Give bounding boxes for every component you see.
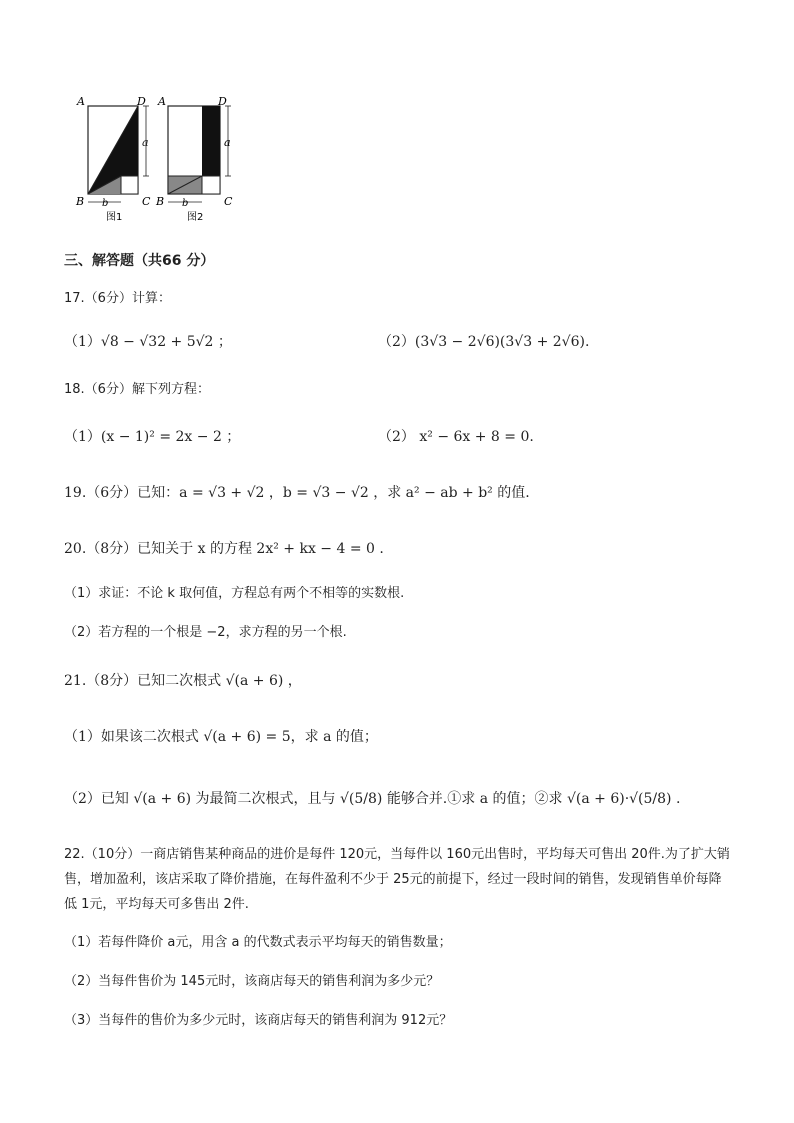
q17-stem: 17.（6分）计算：	[64, 291, 171, 306]
section-title: 三、解答题（共66 分）	[64, 253, 215, 269]
q20-stem: 20.（8分）已知关于 x 的方程 2x² + kx − 4 = 0 .	[64, 541, 384, 557]
q21-part-1: （1）如果该二次根式 √(a + 6) = 5，求 a 的值；	[64, 729, 378, 745]
q18-part-2: （2） x² − 6x + 8 = 0.	[378, 429, 534, 445]
q20-part-2: （2）若方程的一个根是 −2，求方程的另一个根.	[64, 625, 347, 640]
q21-stem: 21.（8分）已知二次根式 √(a + 6) ，	[64, 673, 302, 689]
fig1-label-D: D	[137, 95, 146, 108]
q18-part-1: （1）(x − 1)² = 2x − 2 ；	[64, 429, 241, 445]
geometry-figure	[64, 94, 244, 230]
figure-2	[155, 95, 233, 223]
q20-part-1: （1）求证：不论 k 取何值，方程总有两个不相等的实数根.	[64, 586, 405, 601]
q17-part-1: （1）√8 − √32 + 5√2 ；	[64, 334, 232, 350]
q17-part-2: （2）(3√3 − 2√6)(3√3 + 2√6).	[378, 334, 590, 350]
q22-part-2: （2）当每件售价为 145元时，该商店每天的销售利润为多少元？	[64, 974, 440, 989]
fig1-caption: 图1	[106, 212, 123, 223]
fig2-label-C: C	[224, 195, 233, 208]
q18-stem: 18.（6分）解下列方程：	[64, 382, 210, 397]
q22-part-3: （3）当每件的售价为多少元时，该商店每天的销售利润为 912元？	[64, 1013, 453, 1028]
fig2-label-D: D	[218, 95, 227, 108]
fig2-caption: 图2	[187, 212, 204, 223]
fig1-label-B: B	[76, 195, 85, 208]
fig1-label-b: b	[102, 198, 109, 209]
q22-part-1: （1）若每件降价 a元，用含 a 的代数式表示平均每天的销售数量；	[64, 935, 452, 950]
q21-part-2: （2）已知 √(a + 6) 为最简二次根式，且与 √(5/8) 能够合并.①求 a 的值；②求 √(a + 6)·√(5/8) .	[64, 791, 681, 807]
q19-stem: 19.（6分）已知：a = √3 + √2 ，b = √3 − √2 ，求 a² − ab + b² 的值.	[64, 485, 530, 501]
q22-stem: 22.（10分）一商店销售某种商品的进价是每件 120元，当每件以 160元出售时，平均每天可售出 20件.为了扩大销售，增加盈利，该店采取了降价措施，在每件盈利不少于 25元的前提下，经过一段时间的销售，发现销售单价每降低 1元，平均每天可多售出 2件.	[64, 847, 730, 912]
fig2-label-A: A	[158, 95, 166, 108]
fig2-label-b: b	[182, 198, 189, 209]
fig2-label-B: B	[156, 195, 165, 208]
fig1-label-A: A	[77, 95, 85, 108]
fig1-label-a: a	[142, 136, 149, 149]
figure-1	[75, 95, 151, 223]
fig2-label-a: a	[224, 136, 231, 149]
fig1-label-C: C	[142, 195, 151, 208]
